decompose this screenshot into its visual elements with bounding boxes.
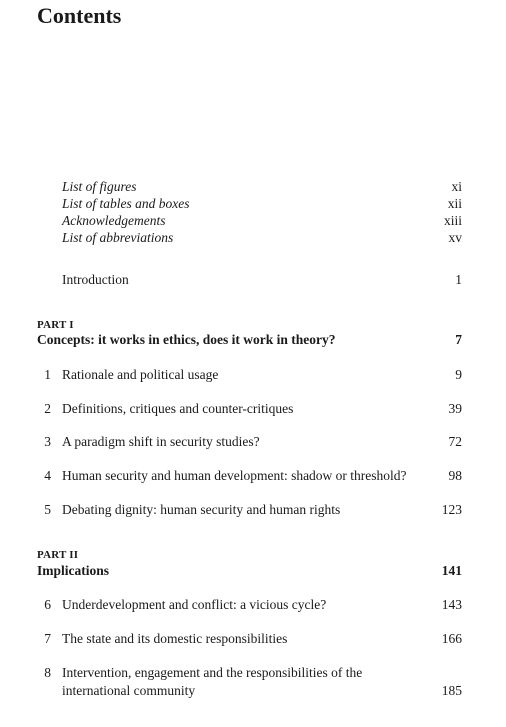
toc-entry-introduction[interactable]: [0, 271, 506, 289]
chapter-page: 166: [441, 631, 462, 646]
chapter-page: 123: [441, 502, 462, 517]
toc-part-heading[interactable]: [0, 562, 506, 580]
chapter-title: Debating dignity: human security and human rights: [62, 502, 341, 517]
chapter-page: 185: [441, 683, 462, 698]
chapter-number: 1: [44, 367, 51, 382]
toc-entry-list-of-tables[interactable]: [0, 195, 506, 213]
toc-entry-title: Acknowledgements: [62, 213, 166, 228]
chapter-number: 4: [44, 468, 51, 483]
chapter-number: 3: [44, 434, 51, 449]
toc-entry-title: List of figures: [62, 179, 137, 194]
chapter-title: Underdevelopment and conflict: a vicious cycle?: [62, 597, 327, 612]
chapter-title: Human security and human development: shadow or threshold?: [62, 468, 407, 483]
chapter-number: 8: [44, 665, 51, 680]
toc-entry-page: xiii: [443, 213, 462, 228]
toc-entry-title: List of abbreviations: [62, 230, 174, 245]
toc-entry-page: xi: [451, 179, 462, 194]
toc-entry-title: List of tables and boxes: [62, 196, 190, 211]
page-title: Contents: [37, 3, 122, 28]
toc-part-heading[interactable]: [0, 331, 506, 349]
toc-chapter[interactable]: [0, 400, 506, 418]
chapter-page: 72: [448, 434, 462, 449]
part-title: Implications: [37, 563, 110, 578]
toc-chapter[interactable]: [0, 501, 506, 519]
toc-chapter[interactable]: [0, 467, 506, 485]
chapter-title: The state and its domestic responsibilities: [62, 631, 288, 646]
chapter-number: 6: [44, 597, 51, 612]
toc-chapter[interactable]: [0, 630, 506, 648]
toc-chapter[interactable]: [0, 366, 506, 384]
part-page: 7: [455, 332, 462, 347]
toc-entry-list-of-abbreviations[interactable]: [0, 229, 506, 247]
chapter-title: Intervention, engagement and the responsibilities of the international community: [62, 665, 363, 698]
chapter-number: 2: [44, 401, 51, 416]
part-label: PART II: [37, 549, 79, 561]
chapter-title: Definitions, critiques and counter-critiques: [62, 401, 294, 416]
toc-entry-page: xii: [447, 196, 462, 211]
part-label: PART I: [37, 319, 74, 331]
chapter-page: 39: [448, 401, 462, 416]
toc-entry-list-of-figures[interactable]: [0, 178, 506, 196]
chapter-number: 7: [44, 631, 51, 646]
toc-entry-title: Introduction: [62, 272, 129, 287]
toc-entry-page: xv: [448, 230, 462, 245]
part-page: 141: [441, 563, 462, 578]
toc-chapter[interactable]: [0, 433, 506, 451]
toc-entry-page: 1: [455, 272, 462, 287]
chapter-page: 98: [448, 468, 462, 483]
toc-chapter[interactable]: [0, 664, 506, 700]
chapter-page: 143: [441, 597, 462, 612]
part-title: Concepts: it works in ethics, does it work in theory?: [37, 332, 336, 347]
toc-chapter[interactable]: [0, 596, 506, 614]
chapter-number: 5: [44, 502, 51, 517]
chapter-title: A paradigm shift in security studies?: [62, 434, 260, 449]
chapter-title: Rationale and political usage: [62, 367, 219, 382]
chapter-page: 9: [455, 367, 462, 382]
toc-entry-acknowledgements[interactable]: [0, 212, 506, 230]
